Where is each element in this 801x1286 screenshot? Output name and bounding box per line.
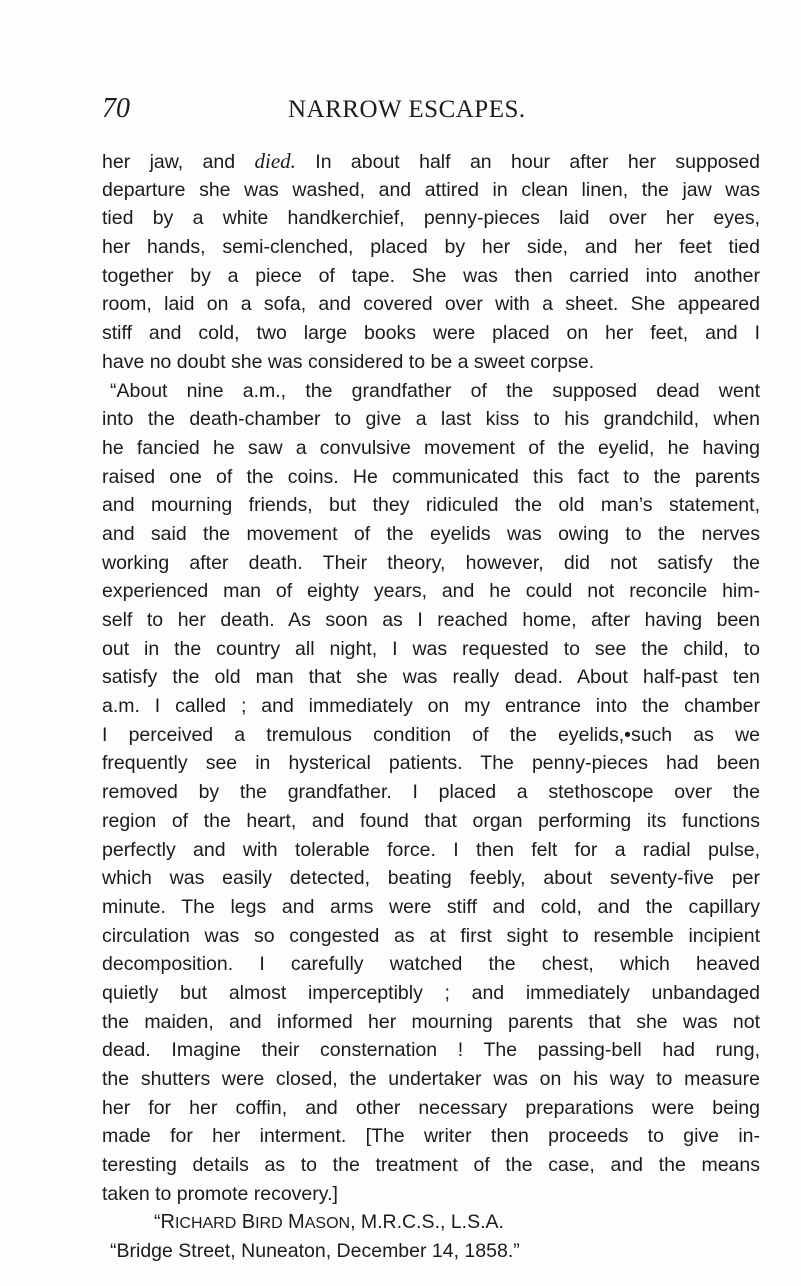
signature-smallcaps: ICHARD [174,1215,237,1233]
text-line: dead. Imagine their consternation ! The passing-bell had rung, [102,1039,760,1062]
text-line: departure she was washed, and attired in clean linen, the jaw was [102,178,760,201]
page-header [102,92,760,126]
text-line [102,147,760,176]
italic-word: died. [254,149,296,173]
text-line: decomposition. I carefully watched the chest, which heaved [102,953,760,976]
text-line: frequently see in hysterical patients. The penny-pieces had been [102,752,760,775]
text-run: her jaw, and [102,151,255,173]
text-line: teresting details as to the treatment of the case, and the means [102,1154,760,1177]
text-line: and said the movement of the eyelids was owing to the nerves [102,522,760,545]
running-head: NARROW ESCAPES. [288,96,526,123]
text-line: circulation was so congested as at first sight to resemble incipient [102,924,760,947]
text-line: taken to promote recovery.] [102,1182,338,1205]
text-line: tied by a white handkerchief, penny-pieces laid over her eyes, [102,207,760,230]
text-line: quietly but almost imperceptibly ; and immediately unbandaged [102,981,760,1004]
text-line: self to her death. As soon as I reached home, after having been [102,609,760,631]
signature-quote: “ [154,1211,161,1234]
text-line: raised one of the coins. He communicated this fact to the parents [102,465,760,488]
body-text [102,147,760,1266]
signature-smallcaps: ASON [304,1215,351,1233]
text-run: In about half an hour after her supposed [295,151,760,173]
text-line: room, laid on a sofa, and covered over with a sheet. She appeared [102,293,760,316]
signature-initial: R [160,1211,175,1234]
text-line: perfectly and with tolerable force. I then felt for a radial pulse, [102,838,760,861]
text-line: a.m. I called ; and immediately on my entrance into the chamber [102,695,760,718]
page-number: 70 [102,93,130,124]
text-line: her for her coffin, and other necessary preparations were being [102,1096,760,1119]
signature-smallcaps: IRD [255,1215,283,1233]
signature-credentials: , M.R.C.S., L.S.A. [350,1211,504,1234]
text-line: and mourning friends, but they ridiculed the old man’s statement, [102,494,760,517]
dateline: “Bridge Street, Nuneaton, December 14, 1858.” [110,1240,520,1263]
text-line: removed by the grandfather. I placed a stethoscope over the [102,781,760,804]
text-line: “About nine a.m., the grandfather of the supposed dead went [110,379,760,402]
text-line: stiff and cold, two large books were placed on her feet, and I [102,322,760,345]
text-line: region of the heart, and found that organ performing its functions [102,809,760,832]
signature-initial: B [241,1211,256,1234]
text-line: the shutters were closed, the undertaker was on his way to measure [102,1068,760,1090]
signature-initial: M [288,1211,305,1234]
text-line: minute. The legs and arms were stiff and cold, and the capillary [102,895,760,918]
signature-line [102,1208,760,1237]
text-line: the maiden, and informed her mourning parents that she was not [102,1010,760,1033]
text-line: out in the country all night, I was requested to see the child, to [102,637,760,660]
text-line: have no doubt she was considered to be a sweet corpse. [102,350,595,373]
text-line: I perceived a tremulous condition of the eyelids,•such as we [102,723,760,746]
text-line: working after death. Their theory, however, did not satisfy the [102,551,760,574]
text-line: made for her interment. [The writer then proceeds to give in- [102,1125,760,1148]
text-line: experienced man of eighty years, and he could not reconcile him- [102,580,760,603]
text-line: into the death-chamber to give a last kiss to his grandchild, when [102,408,760,431]
text-line: satisfy the old man that she was really dead. About half-past ten [102,666,760,689]
text-line: her hands, semi-clenched, placed by her side, and her feet tied [102,236,760,259]
text-line: which was easily detected, beating feebly, about seventy-five per [102,867,760,890]
text-line: together by a piece of tape. She was then carried into another [102,264,760,287]
text-line: he fancied he saw a convulsive movement of the eyelid, he having [102,436,760,459]
